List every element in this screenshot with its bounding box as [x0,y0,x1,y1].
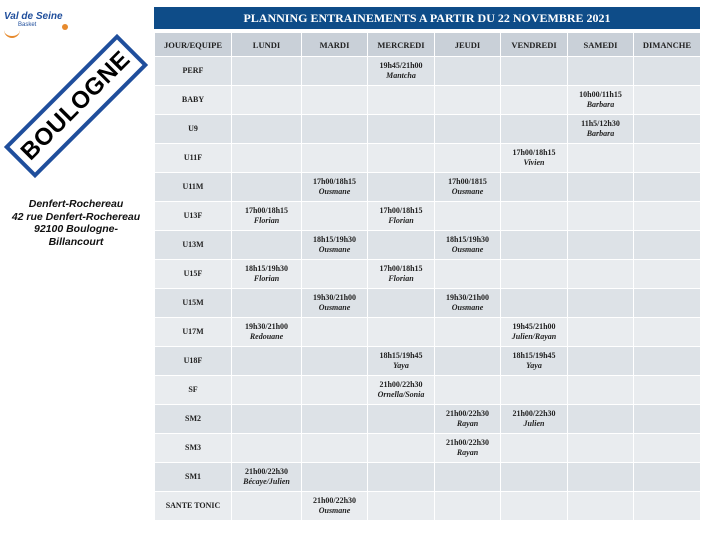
schedule-row [155,347,701,376]
schedule-cell [501,434,568,463]
schedule-cell [568,86,634,115]
coach-name: Rayan [456,419,479,428]
schedule-cell [568,173,634,202]
session-time: 21h00/22h30 [512,409,556,418]
schedule-cell [302,347,368,376]
schedule-cell [634,57,701,86]
schedule-row [155,260,701,289]
session-time: 21h00/22h30 [445,409,490,418]
schedule-cell [568,57,634,86]
team-name: U15F [155,260,232,289]
schedule-cell [634,463,701,492]
schedule-cell [634,173,701,202]
coach-name: Mantcha [386,71,416,80]
schedule-cell [368,492,435,521]
session-time: 17h00/18h15 [244,206,289,215]
session-time: 21h00/22h30 [445,438,490,447]
schedule-cell [368,463,435,492]
schedule-row [155,492,701,521]
schedule-cell [634,405,701,434]
schedule-cell [232,318,302,347]
schedule-cell [368,434,435,463]
schedule-cell [368,376,435,405]
col-header-vendredi: VENDREDI [501,33,568,57]
training-schedule [154,7,700,521]
schedule-cell [634,144,701,173]
schedule-cell [435,202,501,231]
coach-name: Ousmane [451,303,484,312]
team-name: U11F [155,144,232,173]
schedule-cell [435,57,501,86]
schedule-cell [634,434,701,463]
schedule-cell [501,144,568,173]
schedule-cell [501,57,568,86]
coach-name: Florian [253,274,280,283]
schedule-cell [368,347,435,376]
session-time: 17h00/18h15 [379,206,423,215]
schedule-cell [501,289,568,318]
schedule-cell [634,115,701,144]
location-banner [4,34,148,178]
schedule-row [155,405,701,434]
team-name: SM3 [155,434,232,463]
schedule-cell [568,463,634,492]
col-header-jeudi: JEUDI [435,33,501,57]
coach-name: Ousmane [318,245,351,254]
session-time: 19h45/21h00 [379,61,423,70]
schedule-cell [302,289,368,318]
schedule-row [155,318,701,347]
schedule-cell [634,318,701,347]
session-time: 17h00/18h15 [512,148,556,157]
coach-name: Julien/Rayan [511,332,557,341]
schedule-cell [232,144,302,173]
session-time: 18h15/19h30 [244,264,289,273]
schedule-cell [368,115,435,144]
schedule-cell [435,144,501,173]
schedule-cell [368,57,435,86]
schedule-cell [232,405,302,434]
schedule-cell [435,289,501,318]
schedule-cell [302,318,368,347]
coach-name: Redouane [249,332,284,341]
schedule-row [155,202,701,231]
schedule-cell [435,434,501,463]
schedule-cell [368,318,435,347]
schedule-row [155,376,701,405]
schedule-cell [501,376,568,405]
schedule-cell [302,57,368,86]
col-header-mardi: MARDI [302,33,368,57]
schedule-cell [501,260,568,289]
schedule-cell [435,260,501,289]
team-name: U18F [155,347,232,376]
gym-address [6,198,146,248]
schedule-cell [302,492,368,521]
col-header-dimanche: DIMANCHE [634,33,701,57]
schedule-cell [232,289,302,318]
session-time: 18h15/19h45 [512,351,556,360]
team-name: U9 [155,115,232,144]
schedule-cell [501,202,568,231]
schedule-row [155,434,701,463]
schedule-cell [435,318,501,347]
schedule-title: PLANNING ENTRAINEMENTS A PARTIR DU 22 NOVEMBRE 2021 [154,7,700,32]
schedule-cell [368,86,435,115]
schedule-row [155,231,701,260]
schedule-cell [634,202,701,231]
schedule-cell [501,115,568,144]
session-time: 21h00/22h30 [312,496,357,505]
schedule-cell [568,202,634,231]
session-time: 21h00/22h30 [379,380,423,389]
schedule-row [155,115,701,144]
schedule-cell [435,405,501,434]
schedule-row [155,57,701,86]
session-time: 18h15/19h45 [379,351,423,360]
schedule-cell [501,173,568,202]
schedule-cell [232,231,302,260]
schedule-cell [634,86,701,115]
schedule-cell [368,202,435,231]
team-name: SF [155,376,232,405]
schedule-cell [501,405,568,434]
team-name: U13M [155,231,232,260]
schedule-cell [232,463,302,492]
address-line: 42 rue Denfert-Rochereau [11,210,141,223]
schedule-row [155,463,701,492]
team-name: SM1 [155,463,232,492]
schedule-row [155,289,701,318]
schedule-cell [501,231,568,260]
coach-name: Yaya [393,361,409,370]
schedule-cell [232,115,302,144]
coach-name: Ousmane [318,303,351,312]
club-logo [4,12,68,40]
schedule-cell [368,405,435,434]
schedule-cell [501,347,568,376]
session-time: 18h15/19h30 [445,235,490,244]
schedule-cell [501,318,568,347]
schedule-cell [435,347,501,376]
schedule-cell [302,463,368,492]
schedule-cell [568,318,634,347]
coach-name: Ousmane [318,506,351,515]
logo-swoosh-icon [4,28,20,38]
schedule-cell [568,434,634,463]
schedule-cell [435,115,501,144]
schedule-cell [435,492,501,521]
coach-name: Barbara [586,100,615,109]
coach-name: Ousmane [451,245,484,254]
schedule-cell [568,347,634,376]
schedule-cell [302,86,368,115]
schedule-cell [568,289,634,318]
schedule-cell [232,492,302,521]
schedule-cell [568,144,634,173]
session-time: 17h00/1815 [448,177,487,186]
schedule-cell [368,173,435,202]
coach-name: Vivien [523,158,545,167]
coach-name: Ousmane [451,187,484,196]
session-time: 17h00/18h15 [379,264,423,273]
schedule-cell [568,376,634,405]
schedule-cell [302,260,368,289]
schedule-cell [634,231,701,260]
logo-subtext: Basket [18,22,37,28]
schedule-cell [302,144,368,173]
schedule-cell [634,289,701,318]
coach-name: Florian [253,216,280,225]
coach-name: Yaya [526,361,542,370]
session-time: 18h15/19h30 [312,235,357,244]
session-time: 21h00/22h30 [244,467,289,476]
coach-name: Rayan [456,448,479,457]
schedule-cell [368,260,435,289]
team-name: U17M [155,318,232,347]
schedule-cell [435,173,501,202]
schedule-cell [302,376,368,405]
team-name: SM2 [155,405,232,434]
schedule-row [155,86,701,115]
schedule-cell [232,57,302,86]
coach-name: Florian [388,216,414,225]
session-time: 19h30/21h00 [244,322,289,331]
coach-name: Julien [523,419,545,428]
coach-name: Florian [388,274,414,283]
schedule-cell [232,173,302,202]
schedule-cell [568,405,634,434]
schedule-cell [302,231,368,260]
schedule-cell [368,144,435,173]
schedule-cell [302,115,368,144]
address-line: 92100 Boulogne- [33,223,119,235]
schedule-cell [302,434,368,463]
schedule-cell [435,231,501,260]
col-header-samedi: SAMEDI [568,33,634,57]
col-header-lundi: LUNDI [232,33,302,57]
schedule-cell [232,347,302,376]
schedule-cell [302,202,368,231]
schedule-cell [568,231,634,260]
coach-name: Bécaye/Julien [243,477,290,486]
coach-name: Barbara [586,129,615,138]
team-name: BABY [155,86,232,115]
schedule-cell [634,347,701,376]
col-header-mercredi: MERCREDI [368,33,435,57]
schedule-cell [501,492,568,521]
banner-label: BOULOGNE [15,45,136,166]
schedule-cell [568,115,634,144]
schedule-cell [302,405,368,434]
header-row [155,33,701,57]
col-header-team: JOUR/EQUIPE [155,33,232,57]
schedule-cell [501,86,568,115]
team-name: SANTE TONIC [155,492,232,521]
schedule-cell [435,376,501,405]
schedule-cell [368,231,435,260]
schedule-cell [232,202,302,231]
address-line: Denfert-Rochereau [28,198,124,210]
team-name: U13F [155,202,232,231]
schedule-cell [368,289,435,318]
schedule-cell [501,463,568,492]
session-time: 19h30/21h00 [445,293,490,302]
schedule-cell [568,492,634,521]
coach-name: Ousmane [318,187,351,196]
session-time: 10h00/11h15 [579,90,622,99]
schedule-cell [634,492,701,521]
session-time: 11h5/12h30 [581,119,620,128]
schedule-cell [232,434,302,463]
session-time: 19h45/21h00 [512,322,556,331]
coach-name: Ornella/Sonia [377,390,425,399]
team-name: U15M [155,289,232,318]
schedule-cell [435,463,501,492]
logo-text: Val de Seine [4,11,63,22]
team-name: PERF [155,57,232,86]
logo-dot-icon [62,24,68,30]
schedule-cell [435,86,501,115]
address-line: Billancourt [48,235,104,248]
schedule-cell [302,173,368,202]
schedule-row [155,173,701,202]
schedule-cell [232,86,302,115]
schedule-cell [634,376,701,405]
session-time: 17h00/18h15 [312,177,357,186]
schedule-cell [232,260,302,289]
team-name: U11M [155,173,232,202]
schedule-cell [232,376,302,405]
session-time: 19h30/21h00 [312,293,357,302]
schedule-cell [634,260,701,289]
schedule-table [154,32,701,521]
schedule-row [155,144,701,173]
schedule-cell [568,260,634,289]
